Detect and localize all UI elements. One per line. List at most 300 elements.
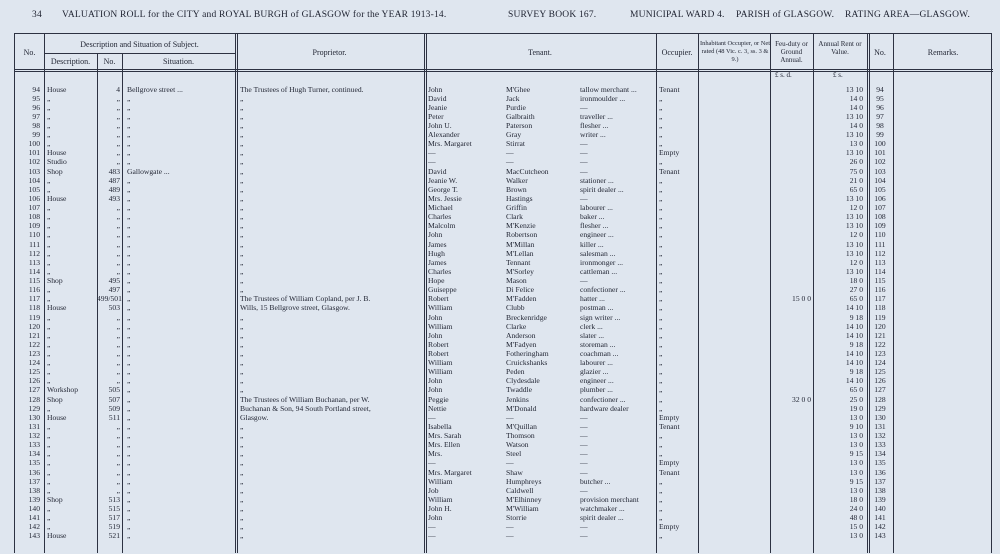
row-situation: „: [127, 385, 131, 395]
row-situation: „: [127, 193, 131, 203]
row-tenant-first: Mrs. Margaret: [428, 467, 472, 477]
row-occupier: „: [659, 139, 663, 149]
row-occupier: „: [659, 449, 663, 459]
table-row: [15, 513, 993, 522]
row-situation: „: [127, 212, 131, 222]
table-row: [15, 267, 993, 276]
row-number: 116: [28, 285, 40, 295]
row-situation: „: [127, 203, 131, 213]
row-street-no: „: [116, 257, 120, 267]
row-occupier: „: [659, 358, 663, 368]
row-description: „: [47, 221, 51, 231]
row-annual-rent: 13 10: [845, 239, 863, 249]
row-proprietor: „: [240, 139, 244, 149]
row-description: House: [47, 412, 67, 422]
row-description: House: [47, 531, 67, 541]
row-occupier: „: [659, 531, 663, 541]
row-number: 106: [28, 193, 40, 203]
col-tenant: Tenant.: [528, 48, 552, 57]
row-proprietor: „: [240, 321, 244, 331]
row-number: 118: [28, 303, 40, 313]
row-occupier: „: [659, 385, 663, 395]
row-tenant-last: Cruickshanks: [506, 358, 548, 368]
row-occupation: coachman ...: [580, 348, 619, 358]
row-tenant-last: Galbraith: [506, 111, 535, 121]
row-tenant-last: M'William: [506, 504, 539, 514]
table-row: [15, 322, 993, 331]
row-occupation: —: [580, 102, 588, 112]
row-occupier: Empty: [659, 148, 680, 158]
table-row: [15, 230, 993, 239]
row-occupier: „: [659, 294, 663, 304]
row-occupier: „: [659, 494, 663, 504]
row-number-right: 104: [874, 175, 886, 185]
row-annual-rent: 13 10: [845, 212, 863, 222]
row-annual-rent: 13 0: [849, 458, 863, 468]
row-tenant-first: John: [428, 513, 443, 523]
row-street-no: „: [116, 239, 120, 249]
row-occupation: tallow merchant ...: [580, 84, 637, 94]
row-proprietor: „: [240, 358, 244, 368]
row-situation: „: [127, 266, 131, 276]
row-description: „: [47, 285, 51, 295]
row-proprietor: Buchanan & Son, 94 South Portland street,: [240, 403, 371, 413]
row-street-no: 489: [108, 184, 120, 194]
table-row: [15, 85, 993, 94]
row-annual-rent: 13 10: [845, 130, 863, 140]
row-occupation: sign writer ...: [580, 312, 621, 322]
row-occupier: „: [659, 513, 663, 523]
row-tenant-first: John: [428, 84, 443, 94]
row-street-no: „: [116, 476, 120, 486]
row-description: „: [47, 266, 51, 276]
table-row: [15, 303, 993, 312]
row-occupation: butcher ...: [580, 476, 611, 486]
row-annual-rent: 65 0: [849, 184, 863, 194]
row-proprietor: „: [240, 376, 244, 386]
row-number: 133: [28, 440, 40, 450]
table-row: [15, 349, 993, 358]
col-no2: No.: [103, 57, 116, 66]
table-row: [15, 495, 993, 504]
row-occupier: „: [659, 184, 663, 194]
table-row: [15, 121, 993, 130]
row-proprietor: „: [240, 157, 244, 167]
row-street-no: „: [116, 157, 120, 167]
row-tenant-last: Stirrat: [506, 139, 525, 149]
row-number: 141: [28, 513, 40, 523]
table-row: [15, 176, 993, 185]
row-annual-rent: 9 10: [849, 421, 863, 431]
municipal-ward: MUNICIPAL WARD 4.: [630, 10, 725, 20]
row-street-no: 499/501: [97, 294, 122, 304]
row-street-no: „: [116, 367, 120, 377]
row-occupier: „: [659, 175, 663, 185]
row-tenant-first: David: [428, 93, 447, 103]
row-occupier: „: [659, 440, 663, 450]
row-street-no: „: [116, 440, 120, 450]
row-occupier: „: [659, 266, 663, 276]
table-row: [15, 285, 993, 294]
row-tenant-first: John: [428, 376, 443, 386]
row-tenant-first: Peggie: [428, 394, 449, 404]
row-number: 135: [28, 458, 40, 468]
row-number: 127: [28, 385, 40, 395]
row-annual-rent: 14 10: [845, 348, 863, 358]
row-number-right: 111: [874, 239, 886, 249]
row-annual-rent: 13 10: [845, 193, 863, 203]
row-number: 132: [28, 431, 40, 441]
row-number-right: 117: [874, 294, 886, 304]
row-number: 94: [32, 84, 40, 94]
table-row: [15, 477, 993, 486]
row-number: 103: [28, 166, 40, 176]
row-street-no: 503: [108, 303, 120, 313]
table-row: [15, 404, 993, 413]
row-tenant-first: David: [428, 166, 447, 176]
row-tenant-last: Jack: [506, 93, 520, 103]
row-proprietor: „: [240, 184, 244, 194]
row-description: „: [47, 522, 51, 532]
row-situation: „: [127, 130, 131, 140]
table-row: [15, 504, 993, 513]
row-occupation: killer ...: [580, 239, 604, 249]
row-tenant-first: William: [428, 494, 453, 504]
row-occupation: confectioner ...: [580, 394, 626, 404]
row-tenant-first: Mrs. Margaret: [428, 139, 472, 149]
row-number: 98: [32, 120, 40, 130]
row-street-no: „: [116, 266, 120, 276]
row-tenant-first: William: [428, 358, 453, 368]
row-description: House: [47, 84, 67, 94]
row-annual-rent: 19 0: [849, 403, 863, 413]
row-description: „: [47, 485, 51, 495]
row-feu-duty: 32 0 0: [792, 394, 811, 404]
row-proprietor: „: [240, 431, 244, 441]
row-description: „: [47, 476, 51, 486]
row-number-right: 131: [874, 421, 886, 431]
row-annual-rent: 13 0: [849, 412, 863, 422]
row-situation: „: [127, 102, 131, 112]
row-street-no: „: [116, 120, 120, 130]
row-proprietor: „: [240, 385, 244, 395]
row-tenant-last: Mason: [506, 276, 527, 286]
row-number-right: 133: [874, 440, 886, 450]
row-situation: „: [127, 221, 131, 231]
row-tenant-last: M'Fadden: [506, 294, 537, 304]
row-street-no: 495: [108, 276, 120, 286]
row-tenant-first: Hope: [428, 276, 445, 286]
row-number-right: 137: [874, 476, 886, 486]
row-situation: „: [127, 431, 131, 441]
row-street-no: „: [116, 111, 120, 121]
row-number: 131: [28, 421, 40, 431]
row-tenant-first: Isabella: [428, 421, 452, 431]
row-annual-rent: 9 18: [849, 312, 863, 322]
row-occupier: Empty: [659, 458, 680, 468]
table-row: [15, 431, 993, 440]
row-street-no: „: [116, 339, 120, 349]
row-tenant-last: Purdie: [506, 102, 526, 112]
row-occupation: —: [580, 421, 588, 431]
row-description: „: [47, 513, 51, 523]
row-annual-rent: 26 0: [849, 157, 863, 167]
table-row: [15, 112, 993, 121]
row-description: „: [47, 431, 51, 441]
row-tenant-last: —: [506, 412, 514, 422]
row-tenant-last: M'Ghee: [506, 84, 531, 94]
table-row: [15, 340, 993, 349]
row-description: „: [47, 449, 51, 459]
row-tenant-first: James: [428, 239, 447, 249]
row-proprietor: „: [240, 458, 244, 468]
row-annual-rent: 13 0: [849, 531, 863, 541]
row-tenant-first: John: [428, 230, 443, 240]
row-number: 95: [32, 93, 40, 103]
row-number: 110: [28, 230, 40, 240]
row-tenant-last: M'Millan: [506, 239, 535, 249]
row-description: „: [47, 203, 51, 213]
row-occupier: „: [659, 285, 663, 295]
col-inhabitant: Inhabitant Occupier, or Net rated (48 Vic. c. 3, ss. 3 & 9.): [700, 40, 771, 63]
row-annual-rent: 9 18: [849, 339, 863, 349]
row-number-right: 97: [876, 111, 884, 121]
col-rent: Annual Rent or Value.: [818, 40, 862, 56]
row-annual-rent: 65 0: [849, 294, 863, 304]
row-number-right: 106: [874, 193, 886, 203]
row-annual-rent: 14 0: [849, 120, 863, 130]
row-number-right: 107: [874, 203, 886, 213]
row-situation: „: [127, 458, 131, 468]
row-tenant-first: Michael: [428, 203, 453, 213]
row-tenant-last: Clarke: [506, 321, 527, 331]
table-row: [15, 212, 993, 221]
row-situation: „: [127, 93, 131, 103]
row-street-no: „: [116, 421, 120, 431]
row-number: 108: [28, 212, 40, 222]
row-description: „: [47, 239, 51, 249]
row-proprietor: „: [240, 513, 244, 523]
row-proprietor: „: [240, 148, 244, 158]
row-annual-rent: 13 10: [845, 84, 863, 94]
row-occupation: writer ...: [580, 130, 606, 140]
row-number: 117: [28, 294, 40, 304]
row-number-right: 124: [874, 358, 886, 368]
row-annual-rent: 14 10: [845, 358, 863, 368]
feu-units: £ s. d.: [775, 71, 792, 79]
row-number-right: 99: [876, 130, 884, 140]
row-description: „: [47, 339, 51, 349]
row-occupier: Empty: [659, 412, 680, 422]
row-proprietor: „: [240, 166, 244, 176]
row-number: 101: [28, 148, 40, 158]
row-description: Shop: [47, 494, 63, 504]
row-number: 134: [28, 449, 40, 459]
row-number: 124: [28, 358, 40, 368]
row-number-right: 109: [874, 221, 886, 231]
row-description: „: [47, 111, 51, 121]
row-occupation: baker ...: [580, 212, 605, 222]
row-proprietor: „: [240, 531, 244, 541]
row-street-no: „: [116, 221, 120, 231]
row-occupier: „: [659, 394, 663, 404]
row-occupation: —: [580, 440, 588, 450]
row-occupation: spirit dealer ...: [580, 184, 624, 194]
row-tenant-first: John: [428, 312, 443, 322]
row-proprietor: Glasgow.: [240, 412, 269, 422]
row-tenant-last: —: [506, 157, 514, 167]
table-row: [15, 358, 993, 367]
row-street-no: 505: [108, 385, 120, 395]
row-annual-rent: 15 0: [849, 522, 863, 532]
table-row: [15, 468, 993, 477]
row-tenant-last: Thomson: [506, 431, 535, 441]
row-description: „: [47, 257, 51, 267]
table-row: [15, 422, 993, 431]
row-occupation: ironmoulder ...: [580, 93, 626, 103]
row-number: 126: [28, 376, 40, 386]
row-description: „: [47, 184, 51, 194]
row-proprietor: The Trustees of William Buchanan, per W.: [240, 394, 370, 404]
row-situation: „: [127, 230, 131, 240]
row-number: 130: [28, 412, 40, 422]
row-proprietor: „: [240, 130, 244, 140]
row-proprietor: „: [240, 339, 244, 349]
row-description: Studio: [47, 157, 67, 167]
row-number: 100: [28, 139, 40, 149]
row-street-no: 519: [108, 522, 120, 532]
col-desc-group: Description and Situation of Subject.: [80, 40, 199, 49]
row-tenant-first: —: [428, 148, 436, 158]
row-annual-rent: 13 0: [849, 485, 863, 495]
row-number-right: 122: [874, 339, 886, 349]
row-number-right: 112: [874, 248, 886, 258]
row-occupier: Tenant: [659, 166, 680, 176]
row-street-no: 497: [108, 285, 120, 295]
row-number-right: 113: [874, 257, 886, 267]
row-tenant-first: Jeanie: [428, 102, 447, 112]
table-row: [15, 367, 993, 376]
row-annual-rent: 13 10: [845, 111, 863, 121]
row-situation: „: [127, 412, 131, 422]
row-situation: „: [127, 239, 131, 249]
row-tenant-first: Robert: [428, 294, 449, 304]
table-row: [15, 395, 993, 404]
row-tenant-last: M'Fadyen: [506, 339, 537, 349]
row-situation: „: [127, 339, 131, 349]
row-occupier: „: [659, 303, 663, 313]
row-description: „: [47, 348, 51, 358]
row-proprietor: „: [240, 348, 244, 358]
row-street-no: „: [116, 449, 120, 459]
row-situation: „: [127, 148, 131, 158]
row-number-right: 140: [874, 504, 886, 514]
row-street-no: „: [116, 102, 120, 112]
row-occupier: „: [659, 348, 663, 358]
row-tenant-first: Malcolm: [428, 221, 456, 231]
row-number: 102: [28, 157, 40, 167]
row-tenant-last: Clark: [506, 212, 523, 222]
row-number-right: 129: [874, 403, 886, 413]
row-street-no: „: [116, 431, 120, 441]
row-description: „: [47, 312, 51, 322]
row-occupier: „: [659, 93, 663, 103]
col-feu: Feu-duty or Ground Annual.: [775, 40, 808, 64]
row-occupier: „: [659, 367, 663, 377]
row-proprietor: „: [240, 203, 244, 213]
row-tenant-last: M'Quillan: [506, 421, 537, 431]
row-number: 99: [32, 130, 40, 140]
row-tenant-last: Anderson: [506, 330, 536, 340]
row-description: Shop: [47, 166, 63, 176]
row-number: 112: [28, 248, 40, 258]
row-street-no: 507: [108, 394, 120, 404]
row-situation: „: [127, 394, 131, 404]
row-situation: „: [127, 120, 131, 130]
row-description: Shop: [47, 394, 63, 404]
row-situation: „: [127, 139, 131, 149]
row-tenant-last: Storrie: [506, 513, 527, 523]
row-proprietor: „: [240, 476, 244, 486]
row-number-right: 119: [874, 312, 886, 322]
row-annual-rent: 14 10: [845, 303, 863, 313]
row-number: 97: [32, 111, 40, 121]
row-description: „: [47, 458, 51, 468]
row-situation: „: [127, 157, 131, 167]
row-tenant-first: Mrs. Ellen: [428, 440, 461, 450]
row-occupation: —: [580, 485, 588, 495]
row-tenant-last: —: [506, 458, 514, 468]
row-number-right: 108: [874, 212, 886, 222]
row-tenant-first: —: [428, 412, 436, 422]
row-street-no: „: [116, 321, 120, 331]
row-occupation: —: [580, 449, 588, 459]
row-annual-rent: 75 0: [849, 166, 863, 176]
row-situation: „: [127, 513, 131, 523]
row-tenant-first: Robert: [428, 339, 449, 349]
row-description: „: [47, 504, 51, 514]
table-row: [15, 458, 993, 467]
table-row: [15, 258, 993, 267]
row-occupation: —: [580, 412, 588, 422]
table-row: [15, 522, 993, 531]
row-occupation: flesher ...: [580, 120, 609, 130]
row-tenant-last: Jenkins: [506, 394, 529, 404]
table-row: [15, 449, 993, 458]
row-number-right: 139: [874, 494, 886, 504]
row-tenant-last: Gray: [506, 130, 522, 140]
row-annual-rent: 12 0: [849, 257, 863, 267]
row-tenant-last: M'Donald: [506, 403, 537, 413]
row-proprietor: „: [240, 467, 244, 477]
row-number-right: 138: [874, 485, 886, 495]
row-tenant-last: Steel: [506, 449, 522, 459]
row-occupation: flesher ...: [580, 221, 609, 231]
row-description: „: [47, 175, 51, 185]
row-proprietor: „: [240, 285, 244, 295]
row-occupation: plumber ...: [580, 385, 613, 395]
row-street-no: „: [116, 458, 120, 468]
row-situation: „: [127, 421, 131, 431]
row-proprietor: „: [240, 367, 244, 377]
row-situation: „: [127, 403, 131, 413]
row-tenant-first: Charles: [428, 212, 452, 222]
row-occupation: engineer ...: [580, 230, 614, 240]
row-occupation: cattleman ...: [580, 266, 618, 276]
row-tenant-first: Robert: [428, 348, 449, 358]
row-number-right: 115: [874, 276, 886, 286]
row-occupation: labourer ...: [580, 358, 613, 368]
